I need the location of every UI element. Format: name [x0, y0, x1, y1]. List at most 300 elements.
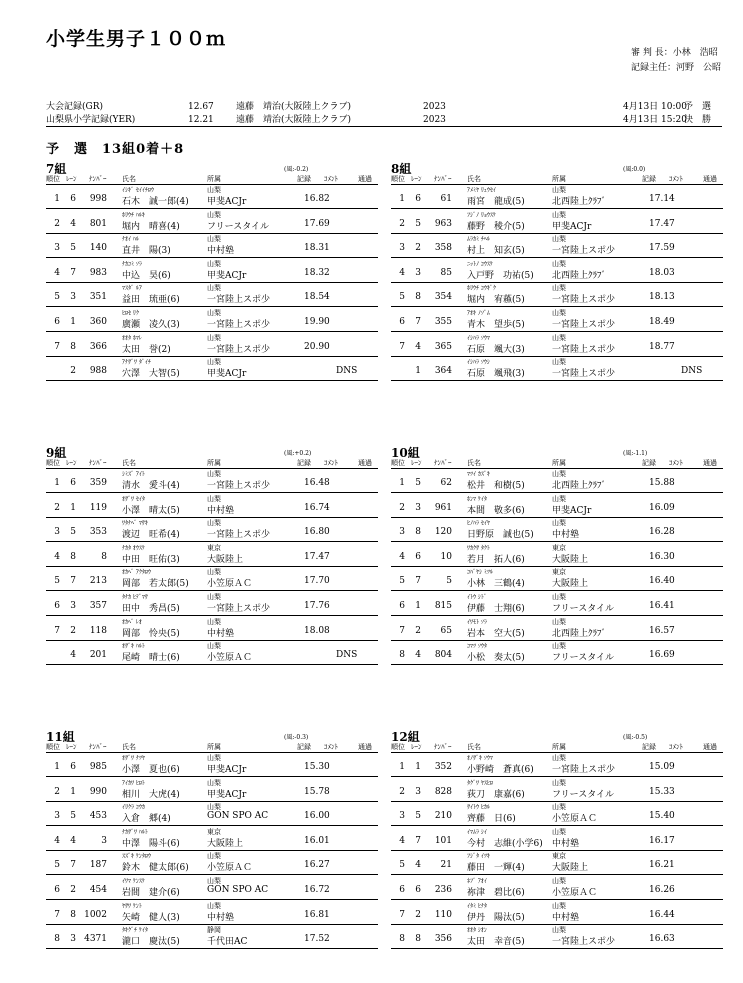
header-lane: ﾚｰﾝ: [411, 743, 422, 751]
athlete-name: 今村 志維(小学6): [467, 838, 543, 849]
rank: 7: [54, 909, 60, 920]
lane: 7: [70, 576, 76, 587]
prefecture: 山梨: [207, 642, 221, 651]
rank: 3: [399, 811, 405, 822]
athlete-kana: ｵｻﾞﾜ ﾅﾂﾔ: [122, 755, 145, 762]
lane: 7: [70, 267, 76, 278]
prefecture: 山梨: [207, 186, 221, 194]
team: 大阪陸上: [207, 838, 244, 849]
rank: 5: [54, 860, 60, 871]
athlete-kana: ｱｵｷ ﾉｿﾞﾑ: [467, 310, 490, 317]
lane: 6: [415, 551, 421, 562]
team: 一宮陸上スポ少: [552, 344, 616, 355]
rank: 5: [399, 576, 405, 587]
athlete-kana: ﾎﾝﾏ ｹｲﾀ: [467, 495, 487, 503]
table-row: [46, 282, 378, 307]
team: 甲斐ACJr: [207, 765, 247, 775]
header-team: 所属: [207, 459, 221, 467]
team: 一宮陸上スポ少: [552, 937, 616, 948]
rank: 2: [54, 502, 60, 513]
result-time: 18.31: [304, 243, 330, 254]
lane: 3: [415, 786, 421, 797]
prefecture: 山梨: [552, 186, 566, 194]
table-row: [46, 826, 378, 851]
lane: 4: [70, 650, 76, 661]
result-time: 16.82: [304, 194, 330, 204]
result-time: 18.13: [649, 292, 675, 303]
header-rank: 順位: [46, 175, 60, 183]
athlete-kana: ﾀｷｸﾞﾁ ｹｲﾀ: [122, 927, 148, 935]
result-time: 16.30: [649, 551, 675, 562]
prefecture: 山梨: [552, 778, 566, 787]
prefecture: 山梨: [207, 235, 221, 244]
athlete-name: 堀内 宥蘓(5): [467, 295, 525, 306]
team: 一宮陸上スポ少: [552, 320, 616, 330]
bib: 963: [434, 218, 452, 229]
lane: 4: [70, 218, 76, 229]
lane: 5: [415, 811, 421, 822]
table-row: [391, 184, 723, 209]
result-status: DNS: [336, 366, 358, 377]
athlete-name: 益田 琉亜(6): [122, 295, 180, 306]
team: 中村塾: [207, 628, 235, 639]
athlete-kana: ﾎﾘｳﾁ ﾊﾙｷ: [122, 211, 145, 219]
athlete-name: 村上 知玄(5): [467, 246, 525, 257]
lane: 1: [415, 601, 421, 611]
rank: 4: [399, 267, 405, 278]
lane: 2: [415, 243, 421, 254]
official-label: 記録主任：: [630, 63, 676, 73]
team: 大阪陸上: [207, 554, 244, 565]
lane: 6: [70, 762, 76, 772]
group-name: 11組: [46, 730, 75, 744]
bib: 140: [89, 243, 107, 254]
athlete-name: 入戸野 功祐(5): [467, 270, 534, 281]
prefecture: 山梨: [552, 827, 566, 836]
team: 北西陸上ｸﾗﾌﾞ: [552, 481, 607, 491]
athlete-name: 石原 颯飛(3): [467, 369, 525, 380]
result-time: 16.57: [649, 625, 675, 636]
prefecture: 山梨: [552, 642, 566, 651]
rank: 1: [54, 478, 60, 488]
table-row: [46, 875, 378, 900]
athlete-name: 日野原 誠也(5): [467, 530, 534, 541]
athlete-name: 小松 奏太(5): [467, 653, 525, 664]
header-team: 所属: [552, 743, 566, 751]
result-time: 15.30: [304, 762, 330, 772]
result-time: 17.76: [304, 601, 330, 611]
result-time: 17.47: [304, 551, 330, 562]
table-row: [46, 258, 378, 283]
rank: 4: [54, 267, 60, 278]
header-time: 記録: [297, 459, 311, 467]
athlete-name: 祢津 碧比(6): [467, 888, 525, 898]
team: 小笠原ＡＣ: [207, 653, 253, 664]
result-time: 16.74: [304, 502, 330, 513]
bib: 351: [89, 292, 107, 303]
prefecture: 山梨: [207, 309, 221, 317]
team: 一宮陸上スポ少: [207, 481, 271, 491]
bib: 358: [434, 243, 452, 254]
lane: 3: [415, 267, 421, 278]
athlete-name: 青木 望歩(5): [467, 320, 525, 330]
lane: 8: [70, 551, 76, 562]
bib: 359: [89, 478, 107, 488]
result-time: 16.26: [649, 885, 675, 895]
result-time: 16.81: [304, 909, 330, 920]
rank: 8: [54, 934, 60, 945]
rank: 7: [399, 625, 405, 636]
team: 甲斐ACJr: [552, 221, 592, 232]
prefecture: 山梨: [207, 333, 221, 342]
header-rank: 順位: [46, 459, 60, 467]
result-time: 16.40: [649, 576, 675, 587]
bib: 236: [434, 885, 452, 895]
header-bib: ﾅﾝﾊﾞｰ: [434, 743, 452, 751]
lane: 8: [70, 909, 76, 920]
lane: 6: [70, 194, 76, 204]
heat-group: [46, 728, 378, 951]
rank: 5: [54, 576, 60, 587]
header-name: 氏名: [467, 743, 481, 751]
athlete-name: 中込 昊(6): [122, 270, 171, 281]
prefecture: 山梨: [207, 470, 221, 478]
athlete-kana: ｲﾄｳ ｼﾄﾞ: [467, 594, 487, 601]
athlete-name: 伊丹 陽汰(5): [467, 912, 525, 923]
bib: 356: [434, 934, 452, 945]
header-bib: ﾅﾝﾊﾞｰ: [89, 175, 107, 183]
record-time: 12.21: [188, 115, 214, 125]
athlete-kana: ｱﾒﾐﾔ ﾘｭｳｾｲ: [467, 187, 496, 194]
table-row: [46, 752, 378, 777]
header-rank: 順位: [391, 175, 405, 183]
bib: 454: [89, 885, 107, 895]
table-row: [391, 566, 723, 591]
table-row: [391, 209, 723, 234]
table-row: [391, 924, 723, 949]
bib: 985: [89, 762, 107, 772]
rank: 2: [399, 502, 405, 513]
athlete-kana: ﾜﾀﾅﾍﾞ ﾏｻｷ: [122, 520, 148, 528]
table-row: [46, 777, 378, 802]
group-name: 10組: [391, 446, 420, 460]
table-row: [391, 616, 723, 641]
header-comment: ｺﾒﾝﾄ: [324, 459, 338, 467]
athlete-name: 中澤 陽斗(6): [122, 838, 180, 849]
athlete-kana: ﾔｻﾜ ｹﾝﾄ: [122, 902, 142, 910]
result-time: 18.03: [649, 267, 675, 278]
lane: 2: [70, 366, 76, 377]
table-row: [391, 826, 723, 851]
athlete-kana: ｽｽﾞｷ ｹﾝﾀﾛｳ: [122, 853, 151, 861]
athlete-kana: ｵｻﾞｷ ﾊﾙﾄ: [122, 643, 145, 651]
result-time: 17.69: [304, 218, 330, 229]
bib: 988: [89, 366, 107, 377]
bib: 804: [434, 650, 452, 661]
lane: 3: [415, 502, 421, 513]
rank: 6: [399, 885, 405, 895]
athlete-name: 岡部 若太郎(5): [122, 579, 189, 590]
table-row: [391, 591, 723, 616]
bib: 8: [101, 551, 107, 562]
lane: 8: [415, 292, 421, 303]
divider: [46, 126, 722, 127]
prefecture: 東京: [552, 543, 566, 552]
bib: 10: [440, 551, 452, 562]
table-row: [391, 493, 723, 518]
header-lane: ﾚｰﾝ: [411, 459, 422, 467]
bib: 101: [434, 835, 452, 846]
rank: 7: [54, 625, 60, 636]
wind-reading: (風:-0.5): [623, 734, 648, 741]
lane: 1: [70, 317, 76, 327]
athlete-kana: ｱｲｶﾜ ﾋﾛﾄ: [122, 779, 145, 787]
rank: 8: [399, 650, 405, 661]
team: フリースタイル: [552, 653, 615, 664]
official-name: 小林 浩昭: [672, 48, 718, 58]
record-time: 12.67: [188, 102, 214, 112]
rank: 7: [399, 341, 405, 352]
rank: 2: [54, 786, 60, 797]
header-time: 記録: [297, 175, 311, 183]
prefecture: 山梨: [207, 803, 221, 812]
rank: 1: [54, 194, 60, 204]
rank: 4: [399, 551, 405, 562]
header-q: 通過: [703, 743, 717, 751]
rank: 3: [54, 527, 60, 538]
result-time: 16.00: [304, 811, 330, 822]
result-time: 16.41: [649, 601, 675, 611]
result-time: 18.54: [304, 292, 330, 303]
group-name: 8組: [391, 162, 412, 176]
rank: 5: [54, 292, 60, 303]
athlete-name: 尾崎 晴士(6): [122, 653, 180, 664]
result-time: 16.80: [304, 527, 330, 538]
prefecture: 山梨: [552, 877, 566, 885]
result-time: 16.28: [649, 527, 675, 538]
bib: 828: [434, 786, 452, 797]
table-row: [46, 468, 378, 493]
athlete-name: 穴澤 大智(5): [122, 369, 180, 380]
athlete-name: 若月 拓人(6): [467, 554, 525, 565]
lane: 4: [70, 835, 76, 846]
team: 中村塾: [552, 530, 580, 541]
prefecture: 山梨: [207, 210, 221, 219]
prefecture: 山梨: [207, 494, 221, 503]
lane: 8: [70, 341, 76, 352]
athlete-name: 鈴木 健太郎(6): [122, 863, 189, 874]
header-q: 通過: [358, 459, 372, 467]
result-time: 16.27: [304, 860, 330, 871]
athlete-name: 直井 陽(3): [122, 246, 171, 257]
lane: 4: [415, 341, 421, 352]
prefecture: 山梨: [552, 333, 566, 342]
record-year: 2023: [423, 102, 446, 112]
result-time: 15.88: [649, 478, 675, 488]
lane: 7: [70, 860, 76, 871]
prefecture: 山梨: [552, 754, 566, 762]
bib: 85: [440, 267, 452, 278]
rank: 7: [54, 341, 60, 352]
bib: 61: [440, 194, 452, 204]
group-name: 12組: [391, 730, 420, 744]
athlete-kana: ﾑﾗｶﾐ ﾁﾍﾙ: [467, 236, 490, 244]
rank: 5: [399, 860, 405, 871]
prefecture: 東京: [207, 543, 221, 552]
rank: 6: [399, 317, 405, 327]
athlete-name: 相川 大虎(4): [122, 789, 180, 800]
lane: 5: [415, 478, 421, 488]
prefecture: 山梨: [207, 754, 221, 762]
prefecture: 山梨: [552, 494, 566, 503]
table-row: [46, 616, 378, 641]
athlete-name: 廣瀬 凌久(3): [122, 320, 180, 330]
lane: 3: [70, 934, 76, 945]
lane: 3: [70, 601, 76, 611]
bib: 990: [89, 786, 107, 797]
page-title: 小学生男子１００ｍ: [46, 28, 227, 50]
header-comment: ｺﾒﾝﾄ: [669, 175, 683, 183]
bib: 360: [89, 317, 107, 327]
bib: 365: [434, 341, 452, 352]
prefecture: 山梨: [207, 877, 221, 885]
result-time: 16.17: [649, 835, 675, 846]
table-row: [391, 752, 723, 777]
rank: 4: [54, 835, 60, 846]
team: 一宮陸上スポ少: [552, 295, 616, 306]
team: 中村塾: [552, 838, 580, 849]
athlete-name: 小林 三鶴(4): [467, 579, 525, 590]
result-time: 18.08: [304, 625, 330, 636]
session-round: 予 選: [684, 102, 712, 112]
athlete-kana: ﾎﾘｳﾁ ｺｳｷﾞｸ: [467, 285, 496, 293]
athlete-kana: ﾜｶｸｻ ﾀｸﾄ: [467, 544, 490, 552]
prefecture: 山梨: [552, 617, 566, 626]
team: 北西陸上ｸﾗﾌﾞ: [552, 628, 607, 639]
athlete-name: 太田 幸音(5): [467, 937, 525, 948]
athlete-name: 矢崎 健人(3): [122, 912, 180, 923]
athlete-kana: ｲﾘｸﾗ ｺｳｶ: [122, 804, 145, 812]
header-time: 記録: [642, 459, 656, 467]
table-row: [391, 801, 723, 826]
rank: 3: [399, 527, 405, 538]
bib: 187: [89, 860, 107, 871]
prefecture: 静岡: [207, 926, 221, 935]
athlete-name: 荻刀 康嘉(6): [467, 789, 525, 800]
bib: 3: [101, 835, 107, 846]
table-row: [391, 542, 723, 567]
team: 一宮陸上スポ少: [207, 604, 271, 614]
team: 甲斐ACJr: [207, 270, 247, 281]
athlete-name: 藤野 稜介(5): [467, 221, 525, 232]
bib: 119: [89, 502, 107, 513]
result-time: 17.59: [649, 243, 675, 254]
athlete-name: 中田 旺佑(3): [122, 554, 180, 565]
header-bib: ﾅﾝﾊﾞｰ: [89, 743, 107, 751]
rank: 6: [399, 601, 405, 611]
athlete-name: 雨宮 龍成(5): [467, 197, 525, 207]
result-time: 16.21: [649, 860, 675, 871]
header-team: 所属: [552, 459, 566, 467]
athlete-name: 堀内 晴喜(4): [122, 221, 180, 232]
table-row: [391, 258, 723, 283]
header-lane: ﾚｰﾝ: [411, 175, 422, 183]
athlete-kana: ﾌｼﾞﾉ ﾘｮｳｽｹ: [467, 211, 496, 219]
heat-group: [391, 444, 723, 667]
prefecture: 山梨: [207, 901, 221, 910]
athlete-kana: ｺﾏﾂ ｿｳﾀ: [467, 643, 487, 651]
team: 一宮陸上スポ少: [207, 344, 271, 355]
result-status: DNS: [681, 366, 703, 377]
team: GON SPO AC: [207, 811, 269, 822]
prefecture: 山梨: [552, 210, 566, 219]
header-rank: 順位: [391, 743, 405, 751]
lane: 1: [70, 786, 76, 797]
team: 小笠原ＡＣ: [207, 863, 253, 874]
record-label: 山梨県小学記録(YER): [46, 115, 136, 125]
wind-reading: (風:-1.1): [623, 450, 648, 457]
header-comment: ｺﾒﾝﾄ: [669, 459, 683, 467]
lane: 6: [70, 478, 76, 488]
athlete-kana: ﾋﾉﾊﾗ ｾｲﾔ: [467, 520, 490, 528]
bib: 815: [434, 601, 452, 611]
session-date: 4月13日 10:00: [623, 102, 687, 112]
prefecture: 山梨: [207, 358, 221, 367]
team: 中村塾: [207, 912, 235, 923]
header-name: 氏名: [467, 175, 481, 183]
prefecture: 東京: [552, 568, 566, 577]
prefecture: 山梨: [552, 519, 566, 528]
athlete-kana: ﾅｵｲ ﾊﾙ: [122, 236, 139, 244]
team: 中村塾: [207, 246, 235, 257]
lane: 7: [415, 576, 421, 587]
lane: 8: [415, 527, 421, 538]
athlete-name: 石木 誠一郎(4): [122, 197, 189, 207]
official-name: 河野 公昭: [675, 63, 721, 73]
team: 甲斐ACJr: [207, 197, 247, 207]
prefecture: 山梨: [207, 259, 221, 268]
table-row: [46, 184, 378, 209]
athlete-name: 岡部 怜央(5): [122, 628, 180, 639]
lane: 2: [70, 885, 76, 895]
rank: 1: [399, 194, 405, 204]
athlete-name: 小野崎 蒼真(6): [467, 765, 534, 775]
table-row: [46, 640, 378, 665]
lane: 6: [415, 885, 421, 895]
header-q: 通過: [358, 175, 372, 183]
team: 小笠原ＡＣ: [552, 888, 598, 898]
result-time: 15.33: [649, 786, 675, 797]
header-comment: ｺﾒﾝﾄ: [669, 743, 683, 751]
table-row: [391, 356, 723, 381]
result-time: 15.09: [649, 762, 675, 772]
wind-reading: (風:0.0): [623, 166, 646, 173]
athlete-kana: ｱﾅｻﾞﾜ ﾀﾞｲﾁ: [122, 359, 151, 367]
prefecture: 山梨: [207, 852, 221, 861]
rank: 2: [399, 786, 405, 797]
header-team: 所属: [552, 175, 566, 183]
bib: 4371: [84, 934, 107, 945]
athlete-kana: ｺﾊﾞﾔｼ ﾐﾂﾙ: [467, 569, 493, 577]
athlete-name: 瀧口 慶汰(5): [122, 937, 180, 948]
result-time: 16.63: [649, 934, 675, 945]
rank: 2: [54, 218, 60, 229]
athlete-kana: ﾆｯﾄﾉ ｺｳｽｹ: [467, 260, 493, 268]
result-time: 20.90: [304, 341, 330, 352]
header-name: 氏名: [122, 743, 136, 751]
prefecture: 山梨: [552, 470, 566, 478]
prefecture: 東京: [207, 827, 221, 836]
